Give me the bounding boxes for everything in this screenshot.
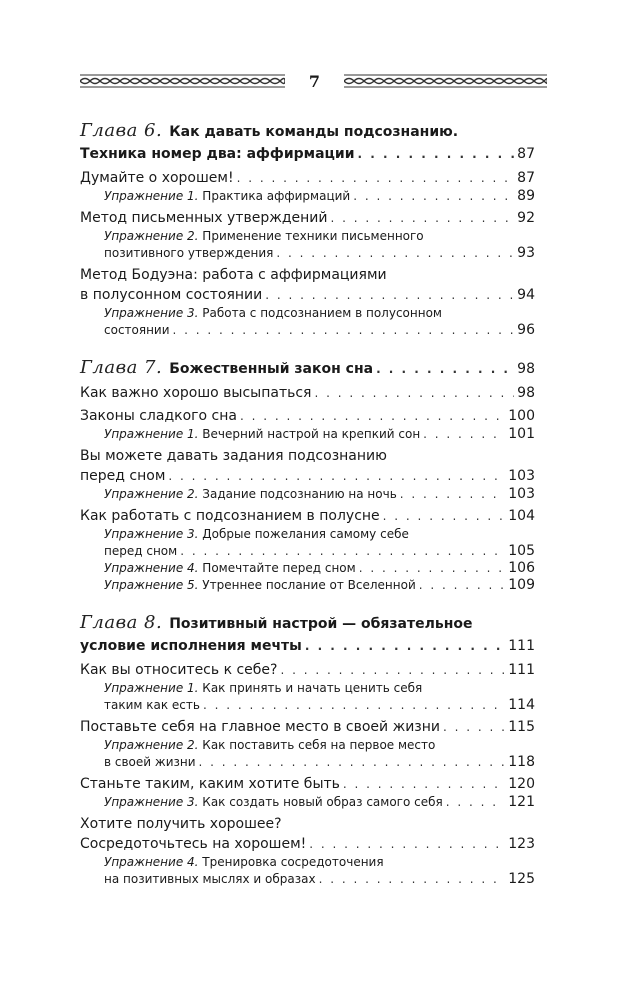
exercise-title: Практика аффирмаций	[202, 189, 351, 203]
leader-dots	[309, 834, 505, 854]
page-ref: 100	[508, 408, 535, 424]
leader-dots	[353, 188, 514, 205]
page-ref: 114	[508, 697, 535, 713]
exercise-entry	[80, 794, 535, 811]
chapter-title-line1: Позитивный настрой — обязательное	[169, 616, 473, 632]
leader-dots	[343, 774, 505, 794]
chapter-title	[80, 357, 535, 380]
page-header	[80, 70, 547, 94]
page-ref: 101	[508, 426, 535, 442]
exercise-label: Упражнение 1.	[104, 427, 199, 441]
exercise-title-line1: Применение техники письменного	[202, 229, 424, 243]
leader-dots	[305, 635, 505, 657]
page-ref: 120	[508, 776, 535, 792]
leader-dots	[280, 660, 505, 680]
page-ref: 118	[508, 754, 535, 770]
section-entry	[80, 506, 535, 526]
leader-dots	[276, 245, 514, 262]
chapter-title-line2: Божественный закон сна	[169, 361, 374, 377]
exercise-title-line1: Тренировка сосредоточения	[202, 855, 384, 869]
section-title: Метод письменных утверждений	[80, 210, 328, 226]
ornament-left-icon	[80, 74, 285, 88]
section-entry	[80, 814, 535, 854]
exercise-title: в своей жизни	[104, 755, 196, 769]
exercise-entry	[80, 426, 535, 443]
exercise-entry	[80, 680, 535, 714]
leader-dots	[168, 466, 505, 486]
exercise-label: Упражнение 1.	[104, 681, 199, 695]
exercise-label: Упражнение 3.	[104, 527, 199, 541]
leader-dots	[265, 285, 514, 305]
exercise-title: Утреннее послание от Вселенной	[202, 578, 416, 592]
exercise-title: Вечерний настрой на крепкий сон	[202, 427, 421, 441]
exercise-entry	[80, 560, 535, 577]
section-entry	[80, 168, 535, 188]
exercise-title: позитивного утверждения	[104, 246, 274, 260]
exercise-entry	[80, 305, 535, 339]
page-ref: 105	[508, 543, 535, 559]
page-ref: 104	[508, 508, 535, 524]
leader-dots	[240, 406, 505, 426]
section-title-line1: Метод Бодуэна: работа с аффирмациями	[80, 267, 387, 283]
leader-dots	[383, 506, 506, 526]
page-ref: 96	[517, 322, 535, 338]
chapter-7	[80, 357, 535, 594]
section-title: Сосредоточьтесь на хорошем!	[80, 836, 307, 852]
section-entry	[80, 208, 535, 228]
leader-dots	[314, 383, 514, 403]
exercise-title-line1: Как принять и начать ценить себя	[202, 681, 423, 695]
leader-dots	[199, 754, 506, 771]
exercise-title: состоянии	[104, 323, 170, 337]
exercise-entry	[80, 854, 535, 888]
page-ref: 115	[508, 719, 535, 735]
page-ref: 103	[508, 486, 535, 502]
page-ref: 109	[508, 577, 535, 593]
exercise-title: на позитивных мыслях и образах	[104, 872, 316, 886]
exercise-label: Упражнение 4.	[104, 855, 199, 869]
section-title: Поставьте себя на главное место в своей жизни	[80, 719, 440, 735]
chapter-title-line1: Как давать команды подсознанию.	[169, 124, 459, 140]
page-ref: 123	[508, 836, 535, 852]
exercise-entry	[80, 526, 535, 560]
section-entry	[80, 383, 535, 403]
section-title: перед сном	[80, 468, 166, 484]
page-ref: 93	[517, 245, 535, 261]
leader-dots	[423, 426, 505, 443]
exercise-entry	[80, 486, 535, 503]
exercise-title-line1: Добрые пожелания самому себе	[202, 527, 409, 541]
leader-dots	[319, 871, 506, 888]
exercise-title-line1: Работа с подсознанием в полусонном	[202, 306, 442, 320]
page-ref: 87	[517, 170, 535, 186]
exercise-label: Упражнение 4.	[104, 561, 199, 575]
section-entry	[80, 406, 535, 426]
exercise-entry	[80, 228, 535, 262]
exercise-label: Упражнение 2.	[104, 229, 199, 243]
chapter-title-line2: условие исполнения мечты	[80, 638, 302, 654]
section-title: Думайте о хорошем!	[80, 170, 234, 186]
page-ref: 92	[517, 210, 535, 226]
section-entry	[80, 265, 535, 305]
page-ref: 103	[508, 468, 535, 484]
chapter-title	[80, 612, 535, 657]
exercise-title: Как создать новый образ самого себя	[202, 795, 443, 809]
leader-dots	[173, 322, 515, 339]
section-entry	[80, 717, 535, 737]
exercise-entry	[80, 577, 535, 594]
page-ref: 94	[517, 287, 535, 303]
leader-dots	[330, 208, 514, 228]
exercise-label: Упражнение 3.	[104, 306, 199, 320]
page-ref: 111	[508, 662, 535, 678]
section-title-line1: Вы можете давать задания подсознанию	[80, 448, 387, 464]
section-title: Как работать с подсознанием в полусне	[80, 508, 380, 524]
page-ref: 125	[508, 871, 535, 887]
section-title-line1: Хотите получить хорошее?	[80, 816, 282, 832]
leader-dots	[446, 794, 506, 811]
exercise-title: таким как есть	[104, 698, 200, 712]
leader-dots	[237, 168, 515, 188]
page-number: 7	[308, 72, 321, 91]
section-title: Станьте таким, каким хотите быть	[80, 776, 340, 792]
chapter-label: Глава 8.	[80, 612, 163, 633]
section-entry	[80, 774, 535, 794]
page-ref: 98	[517, 385, 535, 401]
section-title: в полусонном состоянии	[80, 287, 263, 303]
table-of-contents	[80, 120, 535, 906]
leader-dots	[359, 560, 506, 577]
page-ref: 106	[508, 560, 535, 576]
exercise-title: Задание подсознанию на ночь	[202, 487, 397, 501]
exercise-label: Упражнение 3.	[104, 795, 199, 809]
chapter-title-line2: Техника номер два: аффирмации	[80, 146, 355, 162]
chapter-8	[80, 612, 535, 888]
exercise-label: Упражнение 2.	[104, 487, 199, 501]
leader-dots	[180, 543, 505, 560]
chapter-label: Глава 7.	[80, 357, 163, 378]
exercise-entry	[80, 188, 535, 205]
exercise-label: Упражнение 1.	[104, 189, 199, 203]
page-ref: 121	[508, 794, 535, 810]
section-title: Законы сладкого сна	[80, 408, 237, 424]
leader-dots	[443, 717, 505, 737]
exercise-label: Упражнение 5.	[104, 578, 199, 592]
exercise-entry	[80, 737, 535, 771]
section-title: Как вы относитесь к себе?	[80, 662, 278, 678]
chapter-title	[80, 120, 535, 165]
page-ref: 111	[508, 638, 535, 654]
section-entry	[80, 446, 535, 486]
exercise-title-line1: Как поставить себя на первое место	[202, 738, 436, 752]
leader-dots	[400, 486, 506, 503]
page-ref: 89	[517, 188, 535, 204]
leader-dots	[358, 143, 515, 165]
leader-dots	[419, 577, 506, 594]
page-ref: 87	[517, 146, 535, 162]
page-ref: 98	[517, 361, 535, 377]
ornament-right-icon	[344, 74, 547, 88]
leader-dots	[203, 697, 505, 714]
exercise-title: перед сном	[104, 544, 178, 558]
chapter-6	[80, 120, 535, 339]
exercise-title: Помечтайте перед сном	[202, 561, 356, 575]
section-entry	[80, 660, 535, 680]
leader-dots	[376, 358, 514, 380]
section-title: Как важно хорошо высыпаться	[80, 385, 312, 401]
chapter-label: Глава 6.	[80, 120, 163, 141]
exercise-label: Упражнение 2.	[104, 738, 199, 752]
